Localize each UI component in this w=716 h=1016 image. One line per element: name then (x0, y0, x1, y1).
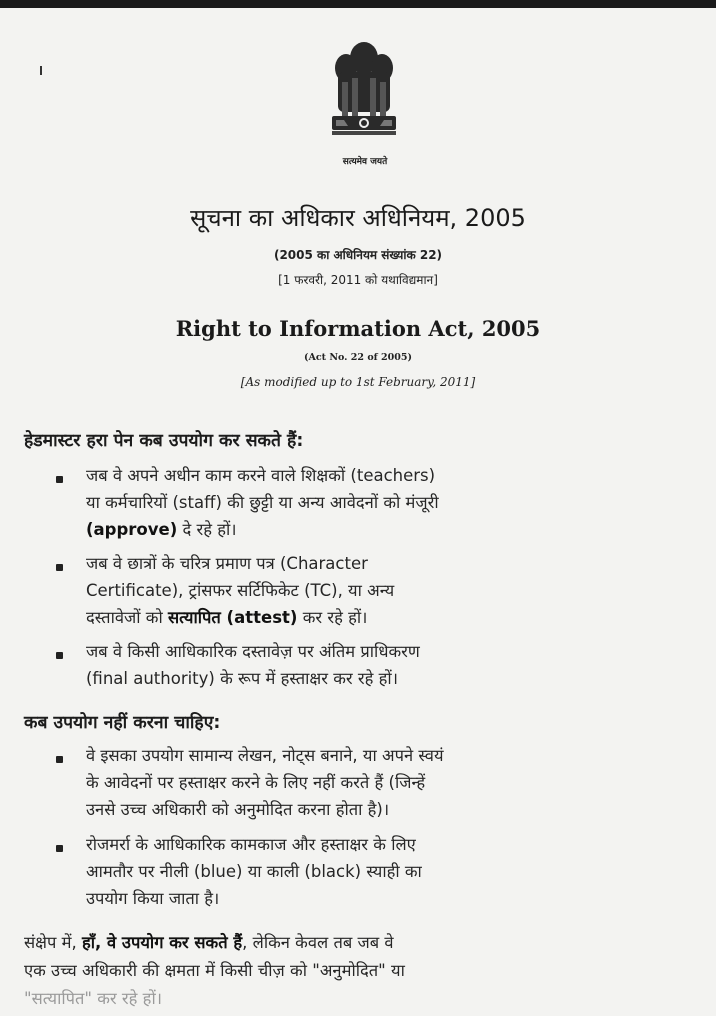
list-item-general-writing: वे इसका उपयोग सामान्य लेखन, नोट्स बनाने, या अपने स्वयं के आवेदनों पर हस्ताक्षर करने के लिए नहीं करते हैं (जिन्हें उनसे उच्च अधिकारी को अनुमोदित करना होता है)। (86, 746, 444, 819)
emblem-motto: सत्यमेव जयते (342, 157, 388, 167)
list-item-final-authority: जब वे किसी आधिकारिक दस्तावेज़ पर अंतिम प्राधिकरण (final authority) के रूप में हस्ताक्षर कर रहे हों। (86, 642, 420, 688)
modified-date-hindi: [1 फरवरी, 2011 को यथाविद्यमान] (278, 273, 438, 287)
top-edge-bar (0, 0, 716, 8)
national-emblem-icon (318, 38, 410, 170)
act-title-hindi: सूचना का अधिकार अधिनियम, 2005 (190, 204, 526, 232)
bullet-2 (56, 564, 63, 571)
bullet-5 (56, 845, 63, 852)
list-item-attest: जब वे छात्रों के चरित्र प्रमाण पत्र (Character Certificate), ट्रांसफर सर्टिफिकेट (TC), या अन्य दस्तावेजों को सत्यापित (attest) कर रहे हों। (86, 554, 395, 627)
act-number-hindi: (2005 का अधिनियम संख्यांक 22) (273, 248, 443, 262)
when-not-use-heading: कब उपयोग नहीं करना चाहिए: (24, 713, 221, 733)
list-item-daily-work: रोजमर्रा के आधिकारिक कामकाज और हस्ताक्षर के लिए आमतौर पर नीली (blue) या काली (black) स्याही का उपयोग किया जाता है। (86, 835, 422, 908)
summary-paragraph: संक्षेप में, हाँ, वे उपयोग कर सकते हैं, लेकिन केवल तब जब वे एक उच्च अधिकारी की क्षमता में किसी चीज़ को "अनुमोदित" या "सत्यापित" कर रहे हों। (24, 933, 405, 1008)
scan-mark (40, 66, 42, 75)
bullet-3 (56, 652, 63, 659)
bullet-4 (56, 756, 63, 763)
bullet-1 (56, 476, 63, 483)
act-title-english: Right to Information Act, 2005 (175, 316, 541, 341)
list-item-approve: जब वे अपने अधीन काम करने वाले शिक्षकों (teachers) या कर्मचारियों (staff) की छुट्टी या अन्य आवेदनों को मंजूरी (approve) दे रहे हों। (86, 466, 439, 539)
act-number-english: (Act No. 22 of 2005) (303, 352, 412, 363)
when-can-use-heading: हेडमास्टर हरा पेन कब उपयोग कर सकते हैं: (24, 431, 304, 451)
modified-date-english: [As modified up to 1st February, 2011] (240, 375, 476, 389)
